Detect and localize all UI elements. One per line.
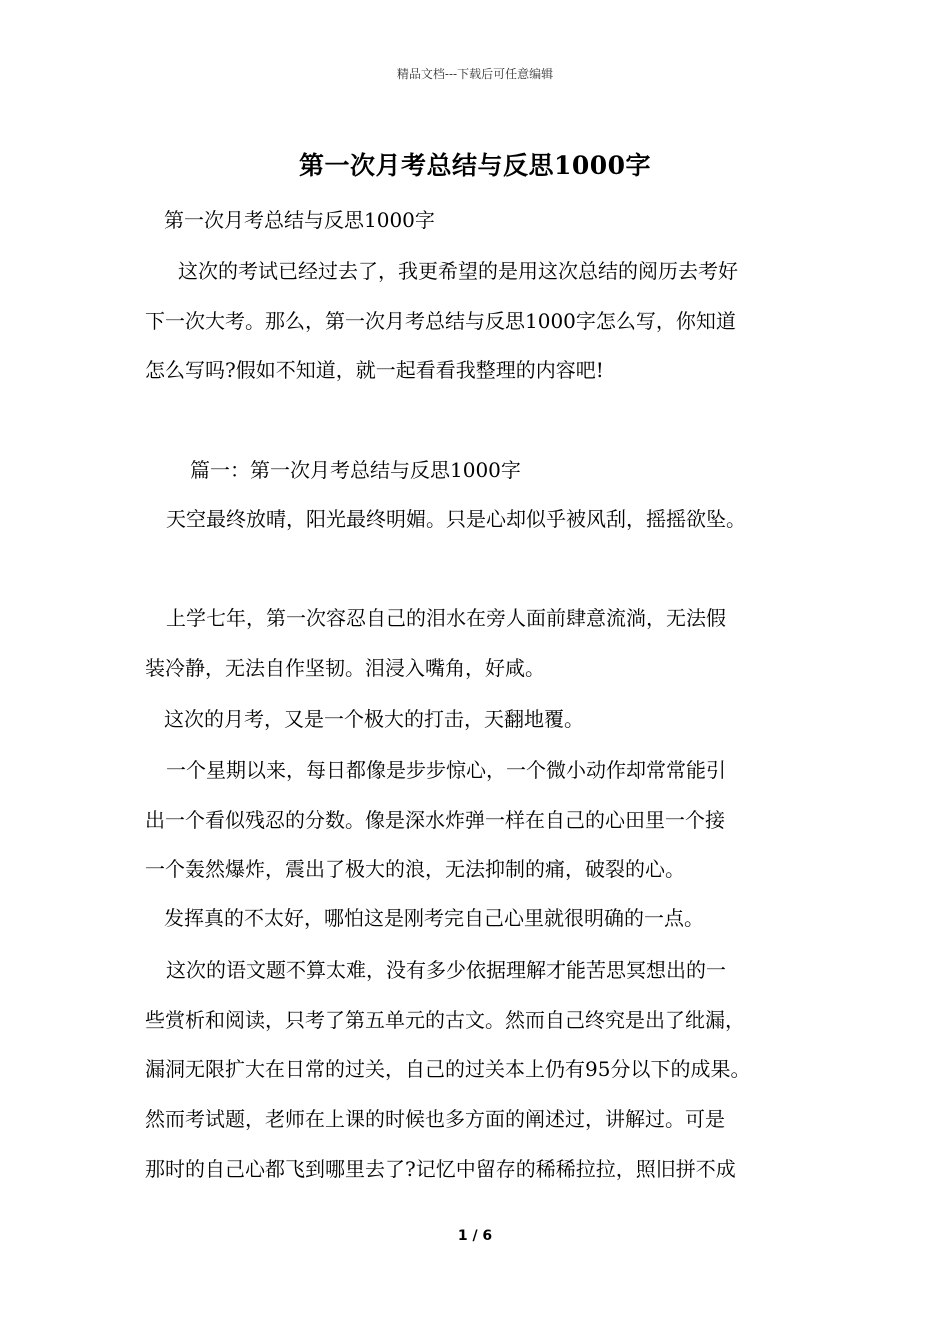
- body-line: 那时的自己心都飞到哪里去了?记忆中留存的稀稀拉拉，照旧拼不成: [145, 1157, 736, 1181]
- page-number-indicator: 1 / 6: [457, 1228, 493, 1244]
- body-line: 下一次大考。那么，第一次月考总结与反思1000字怎么写，你知道: [145, 309, 736, 333]
- body-line: 出一个看似残忍的分数。像是深水炸弹一样在自己的心田里一个接: [145, 808, 725, 832]
- body-line: 发挥真的不太好，哪怕这是刚考完自己心里就很明确的一点。: [164, 906, 704, 930]
- body-line-subtitle: 第一次月考总结与反思1000字: [164, 208, 435, 232]
- body-line: 然而考试题，老师在上课的时候也多方面的阐述过，讲解过。可是: [145, 1107, 725, 1131]
- body-line: 天空最终放晴，阳光最终明媚。只是心却似乎被风刮，摇摇欲坠。: [166, 507, 746, 531]
- body-line: 这次的语文题不算太难，没有多少依据理解才能苦思冥想出的一: [166, 958, 726, 982]
- body-line: 些赏析和阅读，只考了第五单元的古文。然而自己终究是出了纰漏，: [145, 1008, 745, 1032]
- body-line: 这次的考试已经过去了，我更希望的是用这次总结的阅历去考好: [178, 259, 738, 283]
- body-line: 一个星期以来，每日都像是步步惊心，一个微小动作却常常能引: [166, 758, 726, 782]
- body-line: 装冷静，无法自作坚韧。泪浸入嘴角，好咸。: [145, 656, 545, 680]
- body-line: 怎么写吗?假如不知道，就一起看看我整理的内容吧!: [145, 358, 604, 382]
- page-header: 精品文档---下载后可任意编辑: [396, 67, 554, 81]
- body-line: 上学七年，第一次容忍自己的泪水在旁人面前肆意流淌，无法假: [166, 606, 726, 630]
- body-line: 这次的月考，又是一个极大的打击，天翻地覆。: [164, 707, 584, 731]
- section-heading: 篇一：第一次月考总结与反思1000字: [190, 458, 521, 482]
- body-line: 漏洞无限扩大在日常的过关，自己的过关本上仍有95分以下的成果。: [145, 1057, 751, 1081]
- document-title: 第一次月考总结与反思1000字: [298, 151, 652, 180]
- body-line: 一个轰然爆炸，震出了极大的浪，无法抑制的痛，破裂的心。: [145, 857, 685, 881]
